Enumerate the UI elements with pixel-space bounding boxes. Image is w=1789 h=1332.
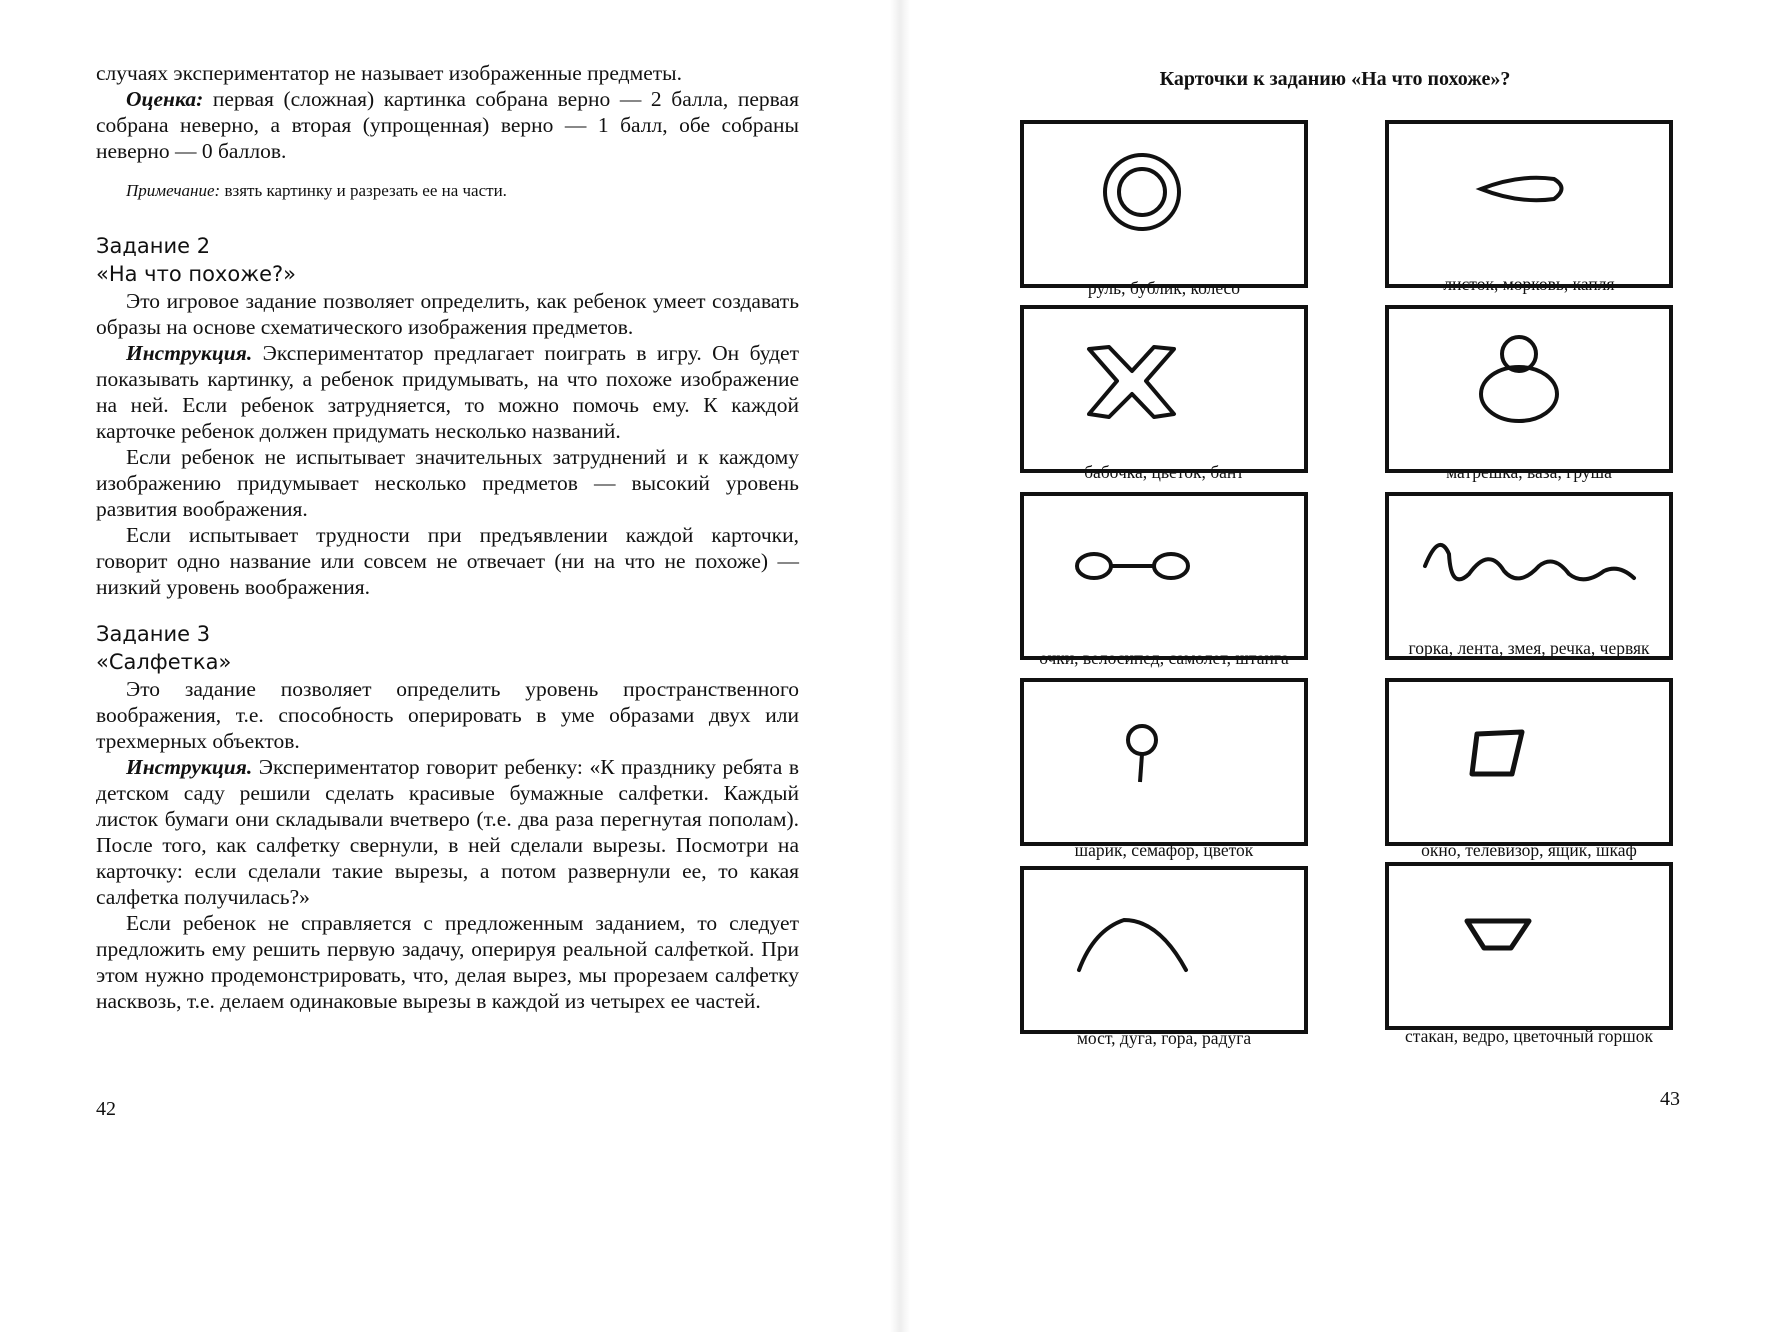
card-3-caption: бабочка, цветок, бант	[1084, 462, 1244, 482]
card-10-caption: стакан, ведро, цветочный горшок	[1404, 1026, 1653, 1046]
card-5	[1020, 492, 1308, 660]
card-2-caption: листок, морковь, капля	[1443, 274, 1615, 294]
card-2	[1385, 120, 1673, 288]
task2-subtitle: «На что похоже?»	[96, 262, 297, 286]
cup-icon	[1389, 866, 1669, 1026]
task2-instruction	[96, 340, 799, 444]
card-6-caption: горка, лента, змея, речка, червяк	[1408, 638, 1650, 658]
card-1-caption: руль, бублик, колесо	[1087, 278, 1241, 298]
card-10	[1385, 862, 1673, 1030]
arc-icon	[1024, 870, 1304, 1030]
card-1	[1020, 120, 1308, 288]
wave-icon	[1389, 496, 1669, 656]
lollipop-icon	[1024, 682, 1304, 842]
trapezoid-icon	[1389, 682, 1669, 842]
card-9-caption: мост, дуга, гора, радуга	[1076, 1028, 1252, 1048]
task3-title: Задание 3	[96, 622, 211, 646]
task3-instruction-lead: Инструкция.	[126, 755, 253, 779]
task2-low-level: Если испытывает трудности при предъявлении каждой карточки, говорит одно название или совсем не отвечает (ни на что не похоже) — низкий уровень воображения.	[96, 523, 799, 599]
task3-instruction-text: Экспериментатор говорит ребенку: «К празднику ребята в детском саду решили сделать красивые бумажные салфетки. Каждый листок бумаги они складывали вчетверо (т.е. два раза перегнутая пополам). После того, как салфетку свернули, в ней сделали вырезы. Посмотри на карточку: если сделали такие вырезы, а потом развернули ее, то какая салфетка получилась?»	[96, 755, 799, 909]
card-4-caption: матрешка, ваза, груша	[1446, 462, 1612, 482]
card-8-caption: окно, телевизор, ящик, шкаф	[1421, 840, 1637, 860]
task2-instruction-text: Экспериментатор предлагает поиграть в игру. Он будет показывать картинку, а ребенок придумывать, на что похоже изображение на ней. Если ребенок затрудняется, то можно помочь ему. К каждой карточке ребенок должен придумать несколько названий.	[96, 341, 799, 443]
right-page	[900, 0, 1789, 1332]
card-8	[1385, 678, 1673, 846]
task3-intro: Это задание позволяет определить уровень пространственного воображения, т.е. способность оперировать в уме образами двух или трехмерных объектов.	[96, 677, 799, 753]
task2-high-level: Если ребенок не испытывает значительных затруднений и к каждому изображению придумывает несколько предметов — высокий уровень развития воображения.	[96, 445, 799, 521]
dumbbell-icon	[1024, 496, 1304, 656]
page-number-left: 42	[96, 1098, 116, 1120]
card-7-caption: шарик, семафор, цветок	[1074, 840, 1254, 860]
task2-intro: Это игровое задание позволяет определить, как ребенок умеет создавать образы на основе схематического изображения предметов.	[96, 289, 799, 339]
note-text: взять картинку и разрезать ее на части.	[220, 181, 507, 200]
task3-instruction	[96, 754, 799, 910]
cards-title: Карточки к заданию «На что похоже»?	[1159, 68, 1511, 90]
score-lead: Оценка:	[126, 87, 204, 111]
x-shape-icon	[1024, 309, 1304, 469]
paragraph-continuation: случаях экспериментатор не называет изображенные предметы.	[96, 61, 682, 85]
score-text: первая (сложная) картинка собрана верно — 2 балла, первая собрана неверно, а вторая (упрощенная) верно — 1 балл, обе собраны неверно — 0 баллов.	[96, 87, 799, 163]
task3-fail-paragraph: Если ребенок не справляется с предложенным заданием, то следует предложить ему решить первую задачу, оперируя реальной салфеткой. При этом нужно продемонстрировать, что, делая вырез, мы прорезаем салфетку насквозь, т.е. делаем одинаковые вырезы в каждой из четырех ее частей.	[96, 911, 799, 1013]
score-paragraph	[96, 86, 799, 164]
card-9	[1020, 866, 1308, 1034]
left-page-text	[96, 60, 799, 1014]
task3-subtitle: «Салфетка»	[96, 650, 232, 674]
ring-icon	[1024, 124, 1304, 284]
card-5-caption: очки, велосипед, самолет, штанга	[1039, 648, 1289, 668]
page-number-right: 43	[1660, 1088, 1680, 1110]
card-3	[1020, 305, 1308, 473]
task2-instruction-lead: Инструкция.	[126, 341, 253, 365]
note-paragraph	[96, 178, 799, 204]
note-lead: Примечание:	[126, 181, 221, 200]
card-7	[1020, 678, 1308, 846]
teardrop-icon	[1389, 124, 1669, 284]
task2-title: Задание 2	[96, 234, 211, 258]
card-6	[1385, 492, 1673, 660]
card-4	[1385, 305, 1673, 473]
snowman-icon	[1389, 309, 1669, 469]
